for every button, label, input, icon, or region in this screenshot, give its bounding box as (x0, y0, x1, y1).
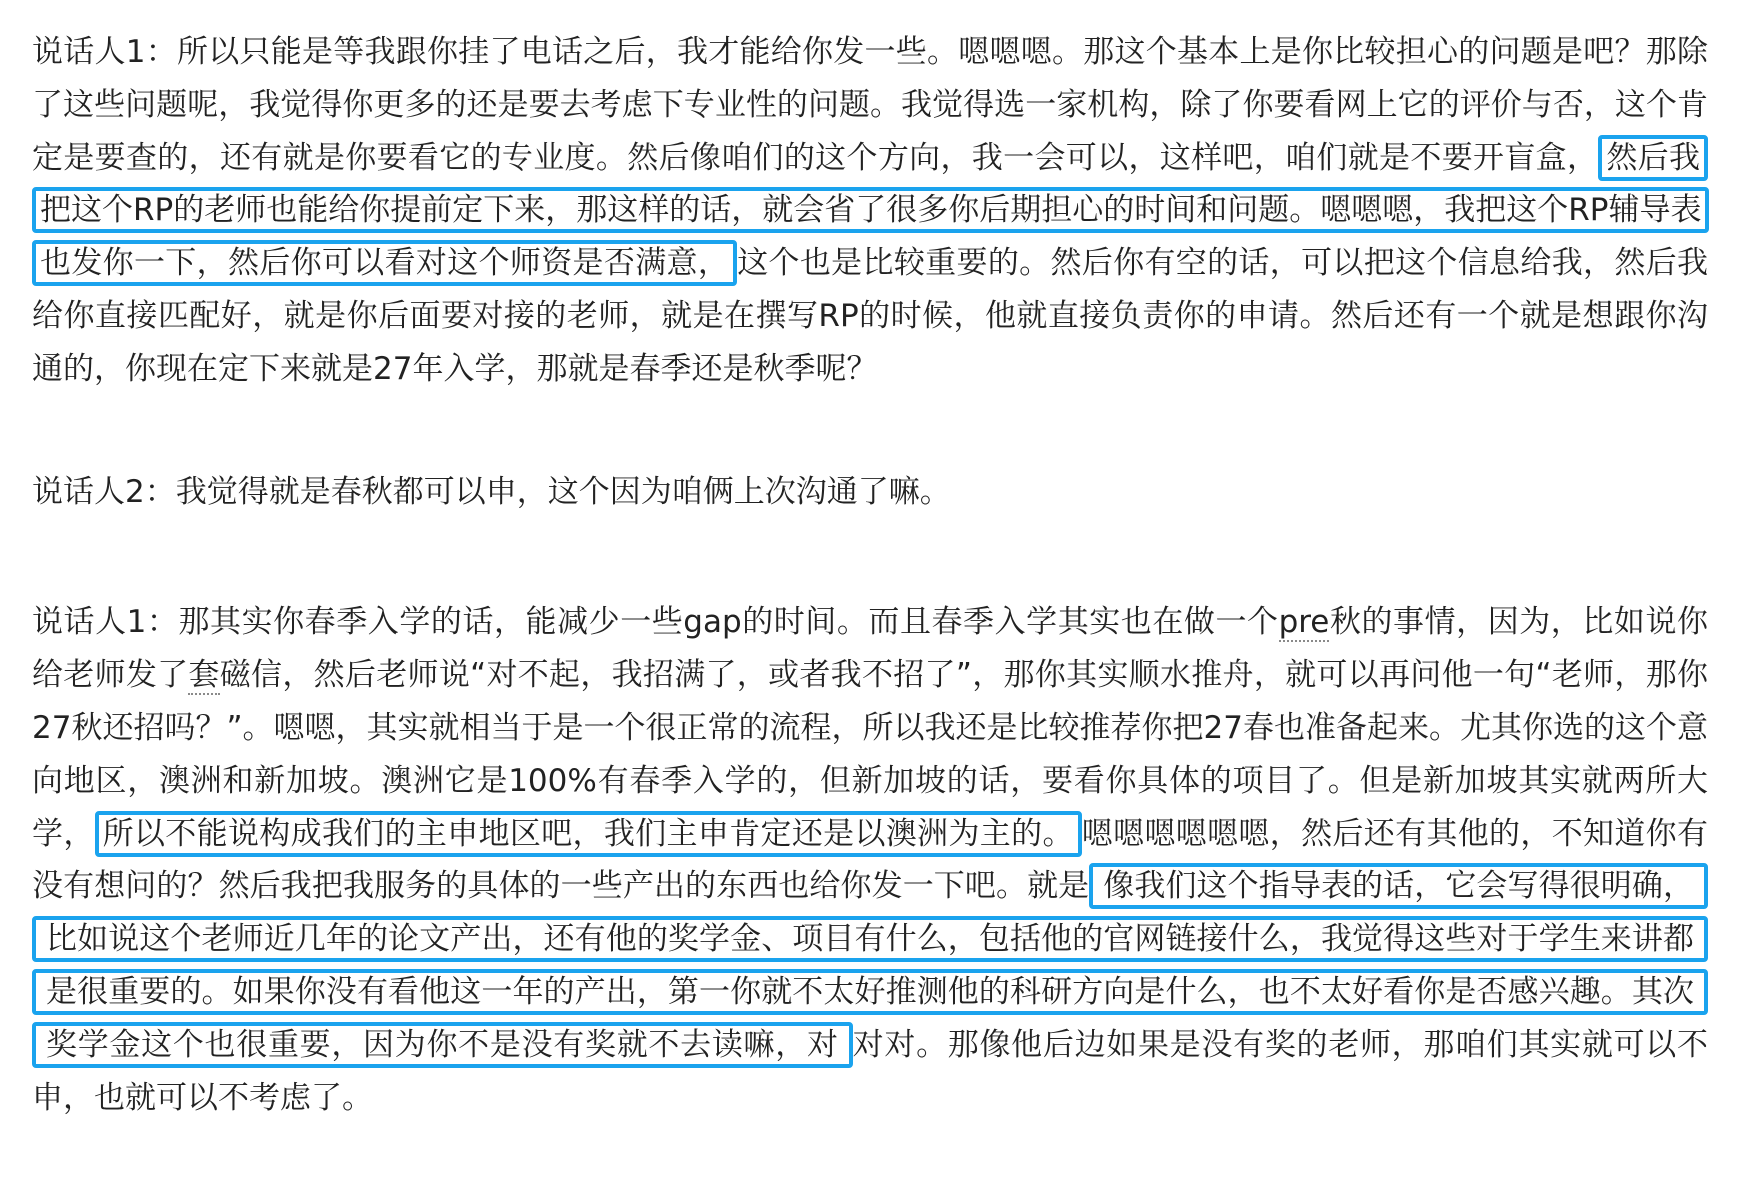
transcript-paragraph-2 (32, 466, 1708, 519)
dotted-underlined-word: 套 (188, 657, 220, 694)
utterance-text: 我觉得就是春秋都可以申，这个因为咱俩上次沟通了嘛。 (175, 473, 951, 510)
speaker-label: 说话人2 (32, 473, 145, 510)
utterance-text: 磁信，然后老师说“对不起，我招满了，或者我不招了”，那你其实顺水推舟，就可以再问他一句“老师，那你27秋还招吗？”。嗯嗯，其实就相当于是一个很正常的流程，所以我还是比较推荐你把27春也准备起来。尤其你选的这个意向地区，澳洲和新加坡。澳洲它是100%有春季入学的，但新加坡的话，要看你具体的项目了。但是新加坡其实就两所大学， (32, 657, 1708, 852)
highlighted-passage: 然后我把这个RP的老师也能给你提前定下来，那这样的话，就会省了很多你后期担心的时间和问题。嗯嗯嗯，我把这个RP辅导表也发你一下，然后你可以看对这个师资是否满意， (32, 135, 1709, 287)
speaker-separator: ： (144, 473, 176, 510)
speaker-label: 说话人1 (32, 604, 147, 641)
transcript-paragraph-1 (32, 26, 1708, 396)
highlighted-passage: 所以不能说构成我们的主申地区吧，我们主申肯定还是以澳洲为主的。 (95, 811, 1082, 857)
utterance-text: 对对。那像他后边如果是没有奖的老师，那咱们其实就可以不申，也就可以不考虑了。 (32, 1026, 1709, 1116)
utterance-text: 所以只能是等我跟你挂了电话之后，我才能给你发一些。嗯嗯嗯。那这个基本上是你比较担心的问题是吧？那除了这些问题呢，我觉得你更多的还是要去考虑下专业性的问题。我觉得选一家机构，除了你要看网上它的评价与否，这个肯定是要查的，还有就是你要看它的专业度。然后像咱们的这个方向，我一会可以，这样吧，咱们就是不要开盲盒， (32, 34, 1709, 176)
dotted-underlined-word: pre (1278, 604, 1330, 641)
utterance-text: 秋的事情，因为，比如说你给老师发了 (32, 604, 1708, 694)
speaker-separator: ： (145, 34, 177, 70)
speaker-separator: ： (146, 604, 179, 641)
speaker-label: 说话人1 (32, 34, 146, 70)
utterance-text: 那其实你春季入学的话，能减少一些gap的时间。而且春季入学其实也在做一个 (178, 604, 1279, 641)
transcript-document (32, 26, 1708, 1124)
transcript-paragraph-3 (32, 596, 1708, 1124)
utterance-text: 嗯嗯嗯嗯嗯嗯，然后还有其他的，不知道你有没有想问的？然后我把我服务的具体的一些产出的东西也给你发一下吧。就是 (32, 815, 1709, 905)
utterance-text: 这个也是比较重要的。然后你有空的话，可以把这个信息给我，然后我给你直接匹配好，就是你后面要对接的老师，就是在撰写RP的时候，他就直接负责你的申请。然后还有一个就是想跟你沟通的，你现在定下来就是27年入学，那就是春季还是秋季呢？ (32, 245, 1709, 387)
highlighted-passage: 像我们这个指导表的话，它会写得很明确，比如说这个老师近几年的论文产出，还有他的奖学金、项目有什么，包括他的官网链接什么，我觉得这些对于学生来讲都是很重要的。如果你没有看他这一年的产出，第一你就不太好推测他的科研方向是什么，也不太好看你是否感兴趣。其次奖学金这个也很重要，因为你不是没有奖就不去读嘛，对 (32, 863, 1708, 1067)
